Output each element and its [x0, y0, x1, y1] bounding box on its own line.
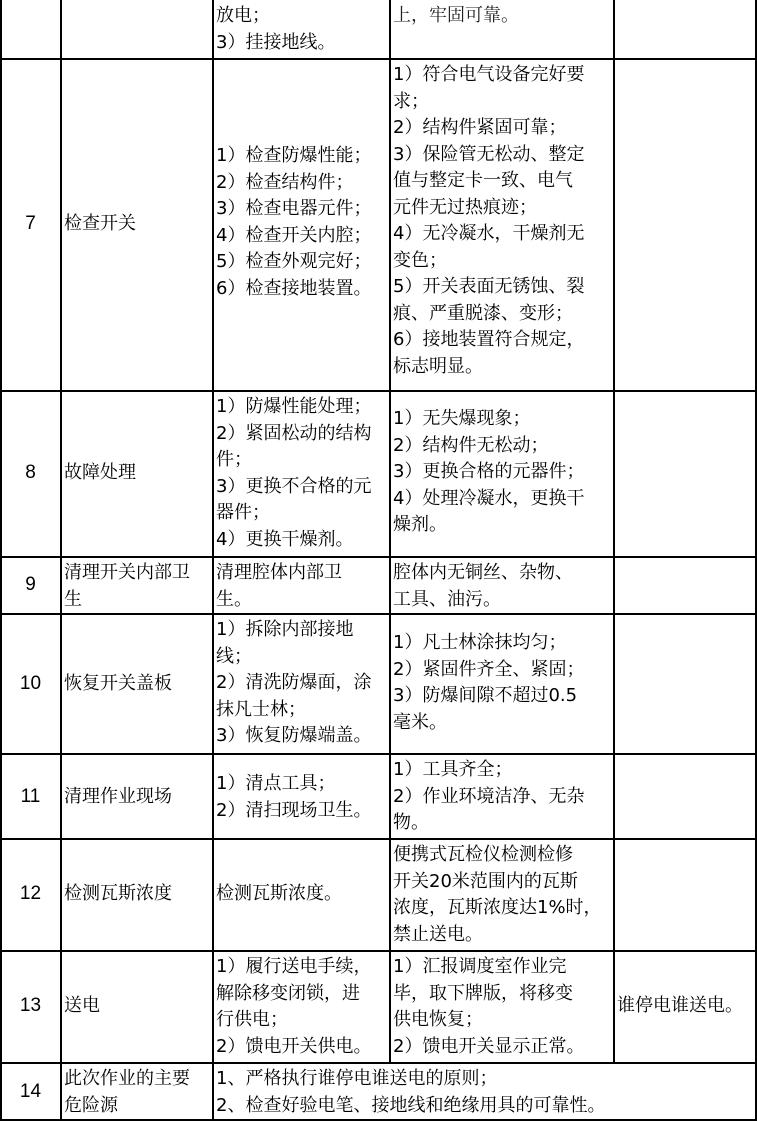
step-line: 生	[64, 588, 82, 610]
standard-line: 工具、油污。	[393, 588, 501, 610]
standard-line: 上，牢固可靠。	[393, 5, 519, 26]
step-line: 清理作业现场	[64, 786, 172, 807]
method-cell	[216, 3, 335, 56]
method-line: 生。	[216, 588, 252, 610]
standard-line: 5）开关表面无锈蚀、裂	[393, 276, 585, 297]
standard-line: 元件无过热痕迹；	[393, 196, 537, 218]
method-line: 线；	[216, 645, 252, 667]
border-right	[755, 0, 757, 1121]
row-divider	[0, 556, 757, 558]
col-divider-4	[613, 0, 615, 1063]
method-line: 2）馈电开关供电。	[216, 1035, 372, 1057]
standard-line: 燥剂。	[393, 514, 447, 535]
col-divider-3	[389, 0, 391, 1063]
standard-line: 禁止送电。	[393, 923, 483, 945]
standard-cell	[393, 3, 519, 30]
method-cell	[216, 560, 342, 613]
standard-line: 毕，取下牌版，将移变	[393, 982, 573, 1004]
step-cell	[64, 560, 190, 613]
standard-line: 痕、严重脱漆、变形；	[393, 302, 573, 324]
standard-line: 3）防爆间隙不超过0.5	[393, 685, 578, 706]
standard-line: 1）凡士林涂抹均匀；	[393, 632, 567, 653]
method-line: 2）检查结构件；	[216, 171, 354, 193]
hazard-content-cell	[216, 1066, 605, 1119]
method-line: 抹凡士林；	[216, 698, 306, 720]
standard-cell	[393, 757, 584, 837]
method-line: 件；	[216, 449, 252, 470]
row-divider	[0, 58, 757, 60]
step-line: 检查开关	[64, 213, 136, 234]
row-divider	[0, 613, 757, 615]
standard-line: 2）馈电开关显示正常。	[393, 1035, 585, 1057]
step-line: 此次作业的主要	[64, 1068, 190, 1089]
remark-cell	[617, 993, 743, 1020]
method-line: 4）更换干燥剂。	[216, 528, 354, 550]
row-number: 12	[19, 883, 42, 904]
row-number: 9	[25, 574, 36, 595]
standard-line: 毫米。	[393, 711, 447, 733]
step-line: 送电	[64, 995, 100, 1016]
standard-line: 标志明显。	[393, 355, 483, 377]
row-divider	[0, 390, 757, 392]
method-line: 放电；	[216, 5, 270, 26]
col-divider-2	[212, 0, 214, 1121]
row-number: 7	[25, 213, 36, 234]
standard-line: 求；	[393, 90, 429, 112]
method-line: 6）检查接地装置。	[216, 277, 372, 299]
row-number: 13	[19, 995, 42, 1016]
row-number: 8	[25, 462, 36, 483]
method-line: 1）防爆性能处理；	[216, 396, 372, 417]
standard-cell	[393, 62, 584, 380]
method-line: 解除移变闭锁，进	[216, 982, 360, 1004]
method-line: 3）挂接地线。	[216, 31, 336, 53]
step-line: 恢复开关盖板	[64, 673, 172, 694]
step-line: 故障处理	[64, 462, 136, 483]
row-divider	[0, 753, 757, 755]
method-cell	[216, 881, 342, 908]
method-cell	[216, 143, 371, 302]
standard-line: 1）符合电气设备完好要	[393, 64, 585, 85]
border-left	[0, 0, 2, 1121]
method-line: 4）检查开关内腔；	[216, 224, 372, 246]
step-line: 危险源	[64, 1094, 118, 1116]
method-line: 行供电；	[216, 1009, 288, 1030]
method-line: 2）清洗防爆面，涂	[216, 672, 372, 693]
standard-cell	[393, 560, 573, 613]
remark-line: 谁停电谁送电。	[617, 995, 743, 1016]
standard-line: 供电恢复；	[393, 1009, 483, 1030]
row-divider	[0, 838, 757, 840]
standard-line: 6）接地装置符合规定，	[393, 329, 585, 350]
method-cell	[216, 394, 371, 553]
method-line: 1）检查防爆性能；	[216, 145, 372, 166]
method-line: 1）清点工具；	[216, 773, 336, 794]
standard-line: 3）保险管无松动、整定	[393, 143, 585, 165]
standard-line: 开关20米范围内的瓦斯	[393, 870, 578, 892]
step-line: 检测瓦斯浓度	[64, 883, 172, 904]
standard-line: 2）作业环境洁净、无杂	[393, 785, 585, 807]
step-cell	[64, 460, 136, 487]
standard-line: 便携式瓦检仪检测检修	[393, 844, 573, 865]
standard-line: 3）更换合格的元器件；	[393, 461, 585, 482]
method-cell	[216, 954, 371, 1060]
method-line: 清理腔体内部卫	[216, 562, 342, 583]
standard-cell	[393, 842, 602, 948]
standard-cell	[393, 406, 584, 539]
method-line: 1）履行送电手续，	[216, 956, 372, 977]
method-cell	[216, 617, 371, 750]
row-number: 10	[19, 673, 42, 694]
hazard-line: 2、检查好验电笔、接地线和绝缘用具的可靠性。	[216, 1094, 606, 1116]
method-line: 1）拆除内部接地	[216, 619, 354, 640]
method-line: 检测瓦斯浓度。	[216, 883, 342, 904]
method-line: 2）清扫现场卫生。	[216, 799, 372, 821]
border-bottom	[0, 1119, 757, 1121]
standard-line: 浓度，瓦斯浓度达1%时，	[393, 897, 602, 918]
standard-line: 腔体内无铜丝、杂物、	[393, 562, 573, 583]
method-line: 5）检查外观完好；	[216, 251, 372, 272]
row-divider	[0, 1062, 757, 1064]
row-divider	[0, 950, 757, 952]
standard-line: 1）无失爆现象；	[393, 408, 531, 429]
col-divider-1	[60, 0, 62, 1121]
standard-line: 2）结构件无松动；	[393, 434, 549, 456]
method-line: 3）恢复防爆端盖。	[216, 725, 372, 746]
step-cell	[64, 211, 136, 238]
row-number: 14	[19, 1081, 42, 1102]
standard-cell	[393, 630, 584, 736]
standard-line: 1）工具齐全；	[393, 759, 513, 780]
hazard-line: 1、严格执行谁停电谁送电的原则；	[216, 1068, 498, 1089]
standard-cell	[393, 954, 584, 1060]
method-line: 3）更换不合格的元	[216, 475, 372, 497]
step-line: 清理开关内部卫	[64, 562, 190, 583]
standard-line: 1）汇报调度室作业完	[393, 956, 567, 977]
method-line: 3）检查电器元件；	[216, 198, 372, 219]
standard-line: 4）处理冷凝水，更换干	[393, 487, 585, 509]
step-cell	[64, 784, 172, 811]
step-cell	[64, 671, 172, 698]
method-cell	[216, 771, 371, 824]
method-line: 器件；	[216, 502, 270, 523]
standard-line: 变色；	[393, 249, 447, 271]
standard-line: 值与整定卡一致、电气	[393, 170, 573, 191]
method-line: 2）紧固松动的结构	[216, 422, 372, 444]
standard-line: 2）结构件紧固可靠；	[393, 117, 567, 138]
step-cell	[64, 1066, 190, 1119]
step-cell	[64, 881, 172, 908]
standard-line: 物。	[393, 812, 429, 833]
standard-line: 4）无冷凝水，干燥剂无	[393, 223, 585, 244]
standard-line: 2）紧固件齐全、紧固；	[393, 658, 585, 680]
row-number: 11	[20, 786, 41, 807]
step-cell	[64, 993, 100, 1020]
